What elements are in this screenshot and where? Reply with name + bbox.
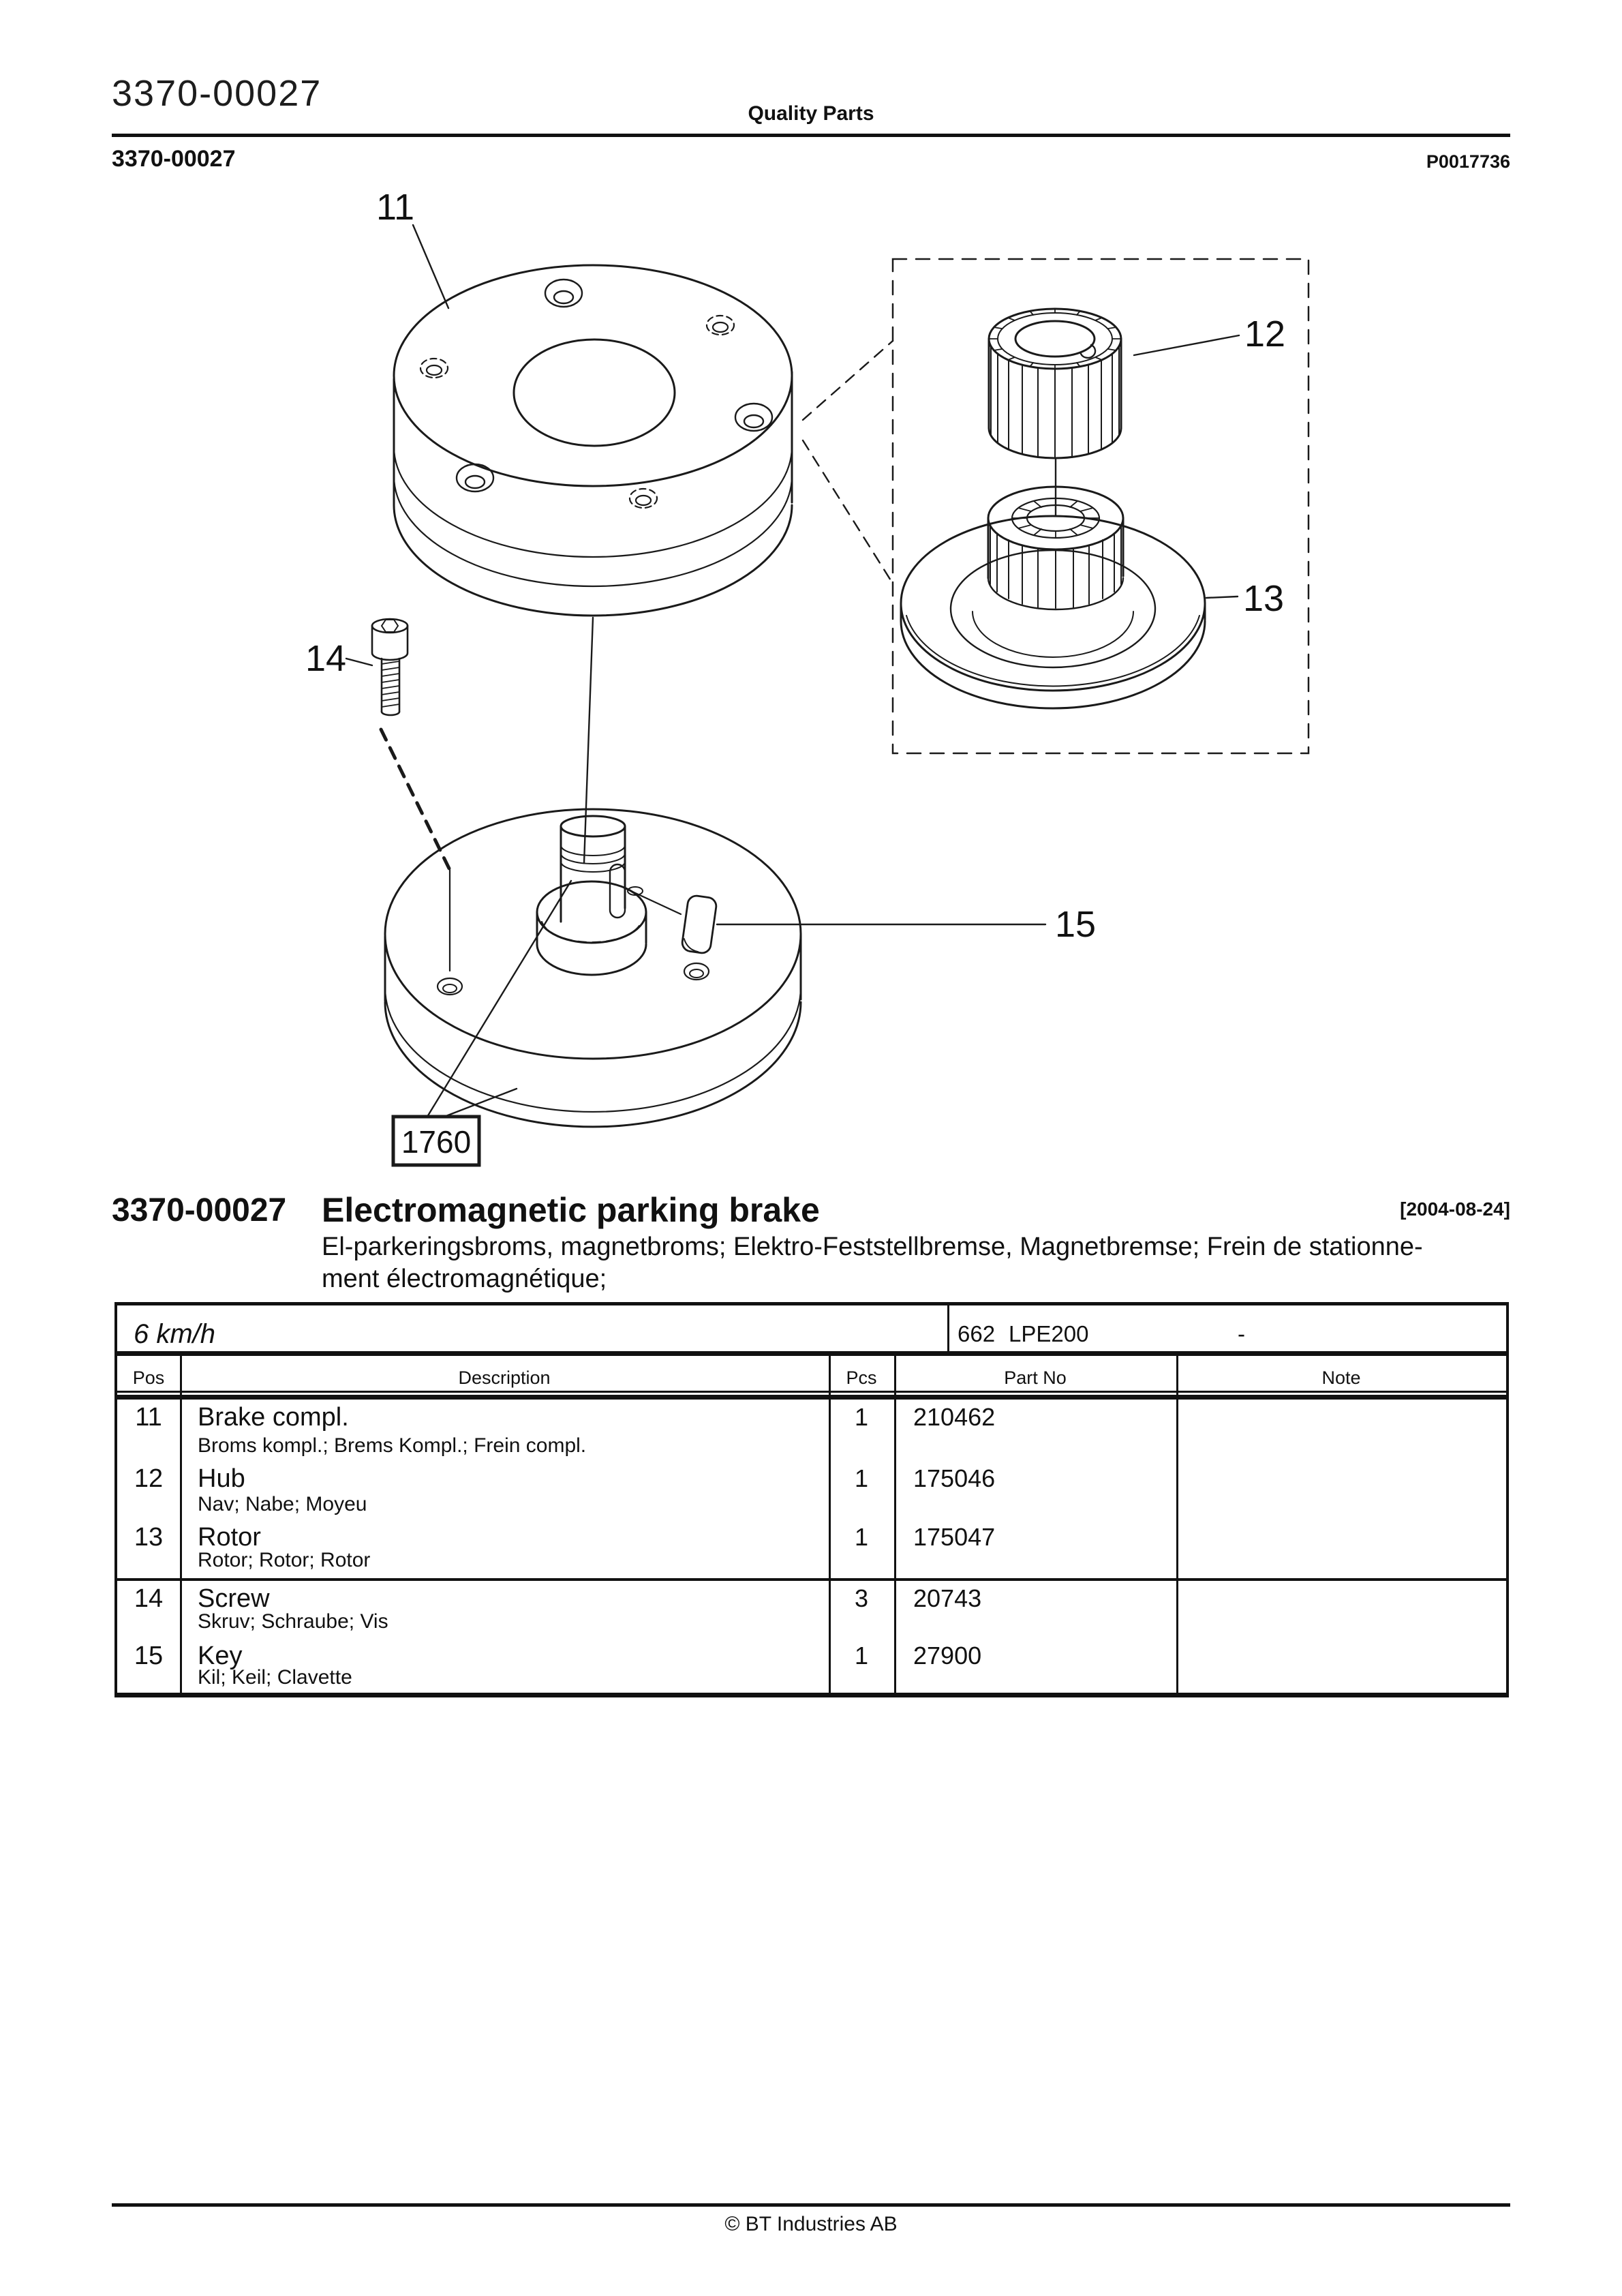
callout-13: 13 [1243,578,1285,619]
row-pos: 13 [134,1523,164,1552]
figure-reference: P0017736 [1426,151,1510,172]
row-pcs: 3 [854,1584,869,1612]
footer-copyright: © BT Industries AB [724,2213,898,2235]
col-header-description: Description [458,1368,551,1388]
page-doc-number: 3370-00027 [112,73,322,114]
key-drawing [681,894,717,954]
row-pos: 15 [134,1642,164,1670]
row-description-alt: Rotor; Rotor; Rotor [198,1549,371,1571]
screw-drawing [372,619,408,715]
table-banner-bottom-border [114,1351,1509,1356]
banner-speed: 6 km/h [134,1319,216,1349]
keyway-key-line [624,888,681,914]
row-pos: 14 [134,1584,164,1613]
callout-14: 14 [305,638,347,679]
brake-housing-drawing [394,265,792,616]
row-description-alt: Nav; Nabe; Moyeu [198,1493,367,1515]
row-part-no: 27900 [913,1642,982,1670]
table-group-separator [114,1578,1509,1581]
callout-15: 15 [1055,904,1097,945]
col-header-partno: Part No [1004,1368,1067,1388]
table-header-thin-line [114,1391,1509,1393]
row-description-alt: Broms kompl.; Brems Kompl.; Frein compl. [198,1434,587,1457]
section-date: [2004-08-24] [1400,1198,1510,1220]
row-description: Brake compl. [198,1403,349,1432]
row-pos: 12 [134,1464,164,1493]
banner-dash: - [1238,1321,1245,1346]
section-title: Electromagnetic parking brake [322,1191,820,1229]
row-pcs: 1 [854,1403,869,1431]
hub-drawing [989,309,1121,458]
col-line-pos [180,1356,182,1693]
col-line-partno [894,1356,896,1693]
col-header-pcs: Pcs [846,1368,877,1388]
detail-connector-top [803,341,893,420]
row-pcs: 1 [854,1464,869,1492]
row-pcs: 1 [854,1642,869,1670]
banner-model: LPE200 [1009,1321,1089,1346]
section-description-line1: El-parkeringsbroms, magnetbroms; Elektro-Feststellbremse, Magnetbremse; Frein de stationne- [322,1233,1423,1261]
row-description-alt: Skruv; Schraube; Vis [198,1610,388,1633]
mounting-drum-drawing [385,809,801,1127]
ref-box-1760-label: 1760 [401,1124,472,1160]
detail-connector-bottom [803,440,893,584]
col-header-note: Note [1321,1368,1361,1388]
row-description: Screw [198,1584,270,1613]
rotor-drawing [901,487,1205,708]
footer-rule [112,2203,1510,2207]
table-border-left [114,1302,117,1697]
section-number-header: 3370-00027 [112,146,236,172]
row-part-no: 20743 [913,1584,982,1612]
col-header-pos: Pos [132,1368,165,1388]
table-border-top [114,1302,1509,1305]
callout-11: 11 [376,187,415,228]
row-part-no: 175046 [913,1464,996,1492]
table-border-right [1506,1302,1509,1697]
section-description-line2: ment électromagnétique; [322,1265,607,1293]
row-description: Rotor [198,1523,261,1552]
row-part-no: 210462 [913,1403,996,1431]
section-number: 3370-00027 [112,1192,287,1228]
section-description [322,1231,1521,1295]
row-pcs: 1 [854,1523,869,1551]
col-line-note [1176,1356,1178,1693]
row-description: Hub [198,1464,245,1493]
row-description: Key [198,1642,243,1670]
table-header-thick-line [114,1395,1509,1400]
table-border-bottom [114,1693,1509,1697]
assembly-axis-line [584,618,593,863]
banner-divider [947,1305,949,1351]
row-description-alt: Kil; Keil; Clavette [198,1666,352,1689]
page-header-title: Quality Parts [748,102,874,125]
callout-12: 12 [1244,314,1286,354]
parts-table [114,1302,1509,1697]
banner-code: 662 [958,1321,996,1346]
row-pos: 11 [135,1403,162,1432]
row-part-no: 175047 [913,1523,996,1551]
